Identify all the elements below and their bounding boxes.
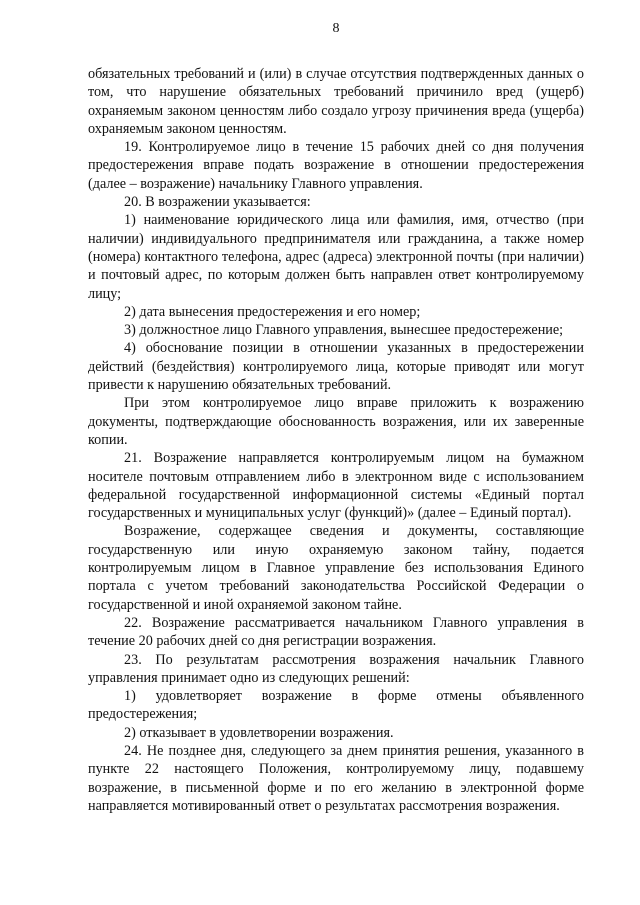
paragraph: 4) обоснование позиции в отношении указанных в предостережении действий (бездействия) контролируемого лица, которые приводят или могут привести к нарушению обязательных требований. — [88, 340, 584, 394]
paragraph: 22. Возражение рассматривается начальником Главного управления в течение 20 рабочих дней со дня регистрации возражения. — [88, 614, 584, 650]
paragraph: При этом контролируемое лицо вправе приложить к возражению документы, подтверждающие обоснованность возражения, или их заверенные копии. — [88, 395, 584, 448]
paragraph: 1) удовлетворяет возражение в форме отмены объявленного предостережения; — [88, 688, 584, 723]
paragraph: 1) наименование юридического лица или фамилия, имя, отчество (при наличии) индивидуального предпринимателя или гражданина, а также номер (номера) контактного телефона, адрес (адреса) электронной почты (при наличии) и почтовый адрес, по которым должен быть направлен ответ контролируемому лицу; — [88, 212, 584, 302]
paragraph: 2) дата вынесения предостережения и его номер; — [124, 303, 421, 320]
document-body — [88, 65, 584, 815]
paragraph: обязательных требований и (или) в случае отсутствия подтвержденных данных о том, что нарушение обязательных требований причинило вред (ущерб) охраняемым законом ценностям либо создало угрозу причинения вреда (ущерба) охраняемым законом ценностям. — [88, 66, 584, 137]
paragraph: 19. Контролируемое лицо в течение 15 рабочих дней со дня получения предостережения вправе подать возражение в отношении предостережения (далее – возражение) начальнику Главного управления. — [88, 139, 584, 192]
paragraph: 3) должностное лицо Главного управления, вынесшее предостережение; — [124, 322, 564, 339]
paragraph: 24. Не позднее дня, следующего за днем принятия решения, указанного в пункте 22 настоящего Положения, контролируемому лицу, подавшему возражение, в письменной форме и по его желанию в электронной форме направляется мотивированный ответ о результатах рассмотрения возражения. — [88, 742, 584, 814]
paragraph: 2) отказывает в удовлетворении возражения. — [124, 724, 394, 741]
page-number: 8 — [332, 21, 340, 36]
paragraph: 20. В возражении указывается: — [124, 194, 311, 211]
paragraph: 21. Возражение направляется контролируемым лицом на бумажном носителе почтовым отправлением либо в электронном виде с использованием федеральной государственной информационной системы «Единый портал государственных и муниципальных услуг (функций)» (далее – Единый портал). — [88, 450, 584, 522]
paragraph: 23. По результатам рассмотрения возражения начальник Главного управления принимает одно из следующих решений: — [88, 651, 584, 686]
paragraph: Возражение, содержащее сведения и документы, составляющие государственную или иную охраняемую законом тайну, подается контролируемым лицом в Главное управление без использования Единого портала с учетом требований законодательства Российской Федерации о государственной и иной охраняемой законом тайне. — [88, 523, 584, 613]
